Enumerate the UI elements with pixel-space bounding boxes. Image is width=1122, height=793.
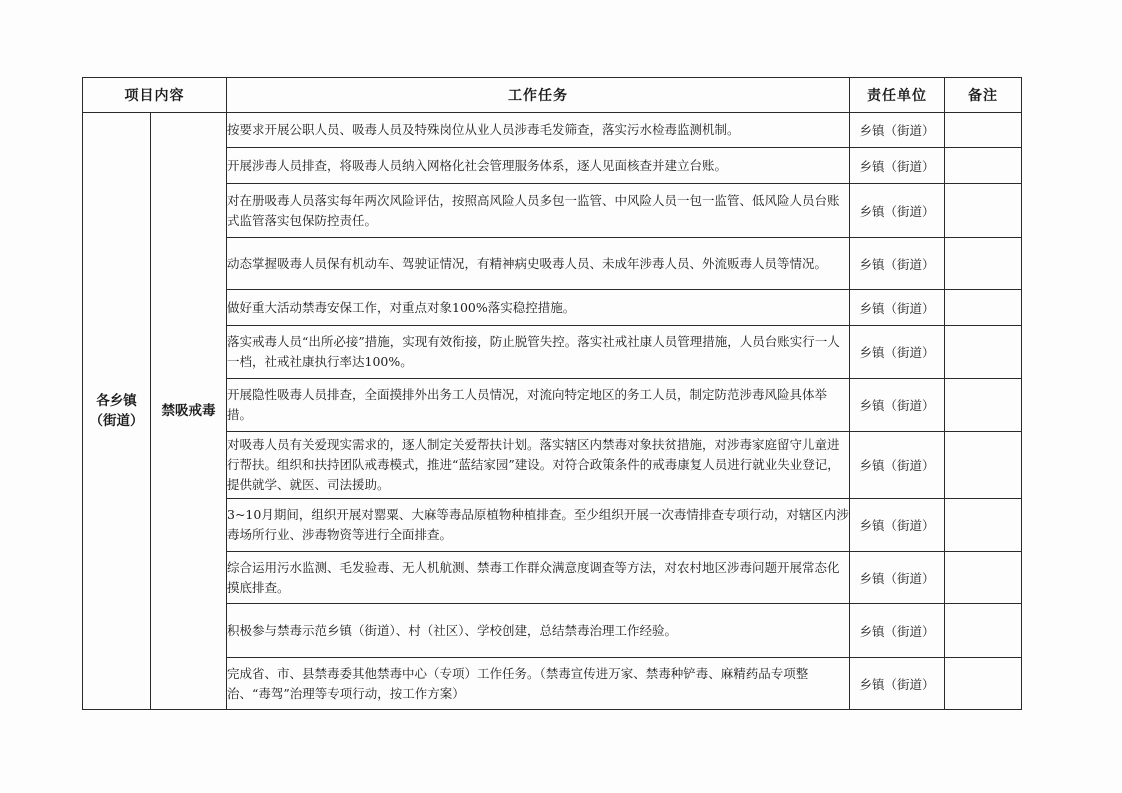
task-cell: 落实戒毒人员“出所必接”措施，实现有效衔接，防止脱管失控。落实社戒社康人员管理措施，人员台账实行一人一档，社戒社康执行率达100%。 xyxy=(227,326,850,379)
remarks-cell xyxy=(945,113,1022,148)
task-cell: 综合运用污水监测、毛发验毒、无人机航测、禁毒工作群众满意度调查等方法，对农村地区涉毒问题开展常态化摸底排查。 xyxy=(227,552,850,604)
remarks-cell xyxy=(945,658,1022,710)
group-township-line1: 各乡镇 xyxy=(96,393,137,409)
group-township-line2: （街道） xyxy=(89,413,144,429)
unit-cell: 乡镇（街道） xyxy=(850,238,945,290)
remarks-cell xyxy=(945,379,1022,432)
remarks-cell xyxy=(945,552,1022,604)
unit-cell: 乡镇（街道） xyxy=(850,290,945,326)
unit-cell: 乡镇（街道） xyxy=(850,432,945,499)
header-responsible-unit: 责任单位 xyxy=(850,78,945,113)
remarks-cell xyxy=(945,432,1022,499)
remarks-cell xyxy=(945,499,1022,552)
unit-cell: 乡镇（街道） xyxy=(850,184,945,238)
remarks-cell xyxy=(945,326,1022,379)
task-cell: 按要求开展公职人员、吸毒人员及特殊岗位从业人员涉毒毛发筛查，落实污水检毒监测机制。 xyxy=(227,113,850,148)
task-cell: 积极参与禁毒示范乡镇（街道）、村（社区）、学校创建，总结禁毒治理工作经验。 xyxy=(227,604,850,658)
remarks-cell xyxy=(945,238,1022,290)
table-row xyxy=(83,113,1022,148)
unit-cell: 乡镇（街道） xyxy=(850,658,945,710)
header-work-task: 工作任务 xyxy=(227,78,850,113)
unit-cell: 乡镇（街道） xyxy=(850,148,945,184)
remarks-cell xyxy=(945,148,1022,184)
work-task-table xyxy=(82,77,1022,710)
group-drug-rehab-cell: 禁吸戒毒 xyxy=(151,113,227,710)
unit-cell: 乡镇（街道） xyxy=(850,326,945,379)
task-cell: 完成省、市、县禁毒委其他禁毒中心（专项）工作任务。（禁毒宣传进万家、禁毒种铲毒、麻精药品专项整治、“毒驾”治理等专项行动，按工作方案） xyxy=(227,658,850,710)
task-cell: 3~10月期间，组织开展对罂粟、大麻等毒品原植物种植排查。至少组织开展一次毒情排查专项行动，对辖区内涉毒场所行业、涉毒物资等进行全面排查。 xyxy=(227,499,850,552)
header-row xyxy=(83,78,1022,113)
remarks-cell xyxy=(945,290,1022,326)
unit-cell: 乡镇（街道） xyxy=(850,604,945,658)
remarks-cell xyxy=(945,604,1022,658)
unit-cell: 乡镇（街道） xyxy=(850,552,945,604)
remarks-cell xyxy=(945,184,1022,238)
group-township-cell xyxy=(83,113,151,710)
header-remarks: 备注 xyxy=(945,78,1022,113)
task-cell: 动态掌握吸毒人员保有机动车、驾驶证情况，有精神病史吸毒人员、未成年涉毒人员、外流贩毒人员等情况。 xyxy=(227,238,850,290)
task-cell: 对在册吸毒人员落实每年两次风险评估，按照高风险人员多包一监管、中风险人员一包一监管、低风险人员台账式监管落实包保防控责任。 xyxy=(227,184,850,238)
unit-cell: 乡镇（街道） xyxy=(850,379,945,432)
task-cell: 开展涉毒人员排查，将吸毒人员纳入网格化社会管理服务体系，逐人见面核查并建立台账。 xyxy=(227,148,850,184)
header-project-content: 项目内容 xyxy=(83,78,227,113)
unit-cell: 乡镇（街道） xyxy=(850,499,945,552)
task-cell: 对吸毒人员有关爱现实需求的，逐人制定关爱帮扶计划。落实辖区内禁毒对象扶贫措施，对涉毒家庭留守儿童进行帮扶。组织和扶持团队戒毒模式，推进“蓝结家园”建设。对符合政策条件的戒毒康复人员进行就业失业登记，提供就学、就医、司法援助。 xyxy=(227,432,850,499)
task-cell: 开展隐性吸毒人员排查，全面摸排外出务工人员情况，对流向特定地区的务工人员，制定防范涉毒风险具体举措。 xyxy=(227,379,850,432)
task-cell: 做好重大活动禁毒安保工作，对重点对象100%落实稳控措施。 xyxy=(227,290,850,326)
unit-cell: 乡镇（街道） xyxy=(850,113,945,148)
